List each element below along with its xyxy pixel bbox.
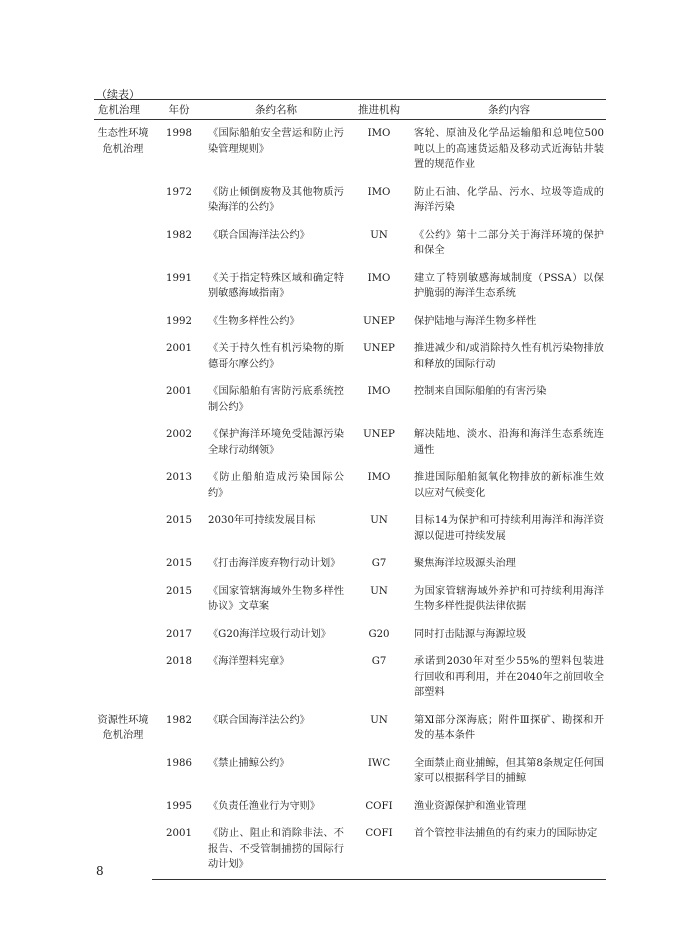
organization-cell: IMO	[367, 128, 391, 139]
treaty-name-cell: 《海洋塑料宪章》	[208, 656, 290, 667]
organization-cell: COFI	[346, 820, 412, 879]
content-cell: 同时打击陆源与海源垃圾	[414, 628, 527, 640]
treaty-name-cell: 《防止船舶造成污染国际公约》	[208, 472, 344, 499]
treaty-name-cell: 《G20海洋垃圾行动计划》	[208, 628, 331, 640]
table-row	[94, 335, 606, 378]
year-cell: 2015	[166, 585, 192, 597]
page-number: 8	[96, 864, 104, 878]
treaty-name-cell: 《联合国海洋法公约》	[208, 714, 310, 726]
year-cell: 1982	[166, 714, 192, 726]
treaty-name-cell: 《保护海洋环境免受陆源污染全球行动纲领》	[208, 429, 344, 456]
treaty-name-cell: 《负责任渔业行为守则》	[208, 800, 321, 812]
organization-cell: IMO	[367, 186, 391, 198]
treaty-name-cell: 《生物多样性公约》	[208, 315, 300, 327]
content-cell: 目标14为保护和可持续利用海洋和海洋资源以促进可持续发展	[414, 515, 604, 542]
header-year: 年份	[152, 100, 206, 120]
table-body	[94, 120, 606, 880]
content-cell: 渔业资源保护和渔业管理	[414, 800, 527, 812]
organization-cell: UN	[370, 585, 388, 597]
treaty-table	[94, 99, 606, 880]
content-cell: 全面禁止商业捕鲸，但其第8条规定任何国家可以根据科学目的捕鲸	[414, 757, 604, 784]
content-cell: 承诺到2030年对至少55%的塑料包装进行回收和再利用，并在2040年之前回收全部塑料	[414, 656, 604, 698]
content-cell: 为国家管辖海域外养护和可持续利用海洋生物多样性提供法律依据	[414, 585, 604, 612]
table-row	[94, 820, 606, 879]
treaty-name-cell: 《打击海洋废弃物行动计划》	[208, 558, 341, 569]
year-cell: 1982	[166, 229, 192, 241]
year-cell: 1992	[166, 315, 192, 327]
year-cell: 2015	[166, 515, 192, 526]
organization-cell: IMO	[367, 472, 391, 483]
organization-cell: G20	[368, 628, 390, 640]
treaty-name-cell: 《联合国海洋法公约》	[208, 229, 310, 241]
year-cell: 2018	[166, 656, 192, 667]
table-row	[94, 464, 606, 507]
organization-cell: UN	[370, 714, 388, 726]
content-cell: 推进减少和/或消除持久性有机污染物排放和释放的国际行动	[414, 343, 604, 370]
year-cell: 2001	[152, 820, 206, 879]
content-cell: 防止石油、化学品、污水、垃圾等造成的海洋污染	[414, 186, 604, 213]
header-content: 条约内容	[412, 100, 606, 120]
table-row	[94, 750, 606, 793]
content-cell: 解决陆地、淡水、沿海和海洋生态系统连通性	[414, 429, 604, 456]
table-row	[94, 578, 606, 621]
table-row	[94, 179, 606, 222]
table-row	[94, 120, 606, 179]
organization-cell: G7	[371, 656, 387, 667]
treaty-name-cell: 《防止、阻止和消除非法、不报告、不受管制捕捞的国际行动计划》	[206, 820, 346, 879]
organization-cell: UNEP	[363, 315, 395, 327]
organization-cell: IMO	[367, 386, 391, 397]
header-name: 条约名称	[206, 100, 346, 120]
organization-cell: UN	[370, 515, 388, 526]
year-cell: 2002	[166, 429, 192, 440]
treaty-name-cell: 2030年可持续发展目标	[208, 515, 316, 526]
treaty-name-cell: 《国家管辖海域外生物多样性协议》文草案	[208, 585, 344, 612]
table-row	[94, 793, 606, 821]
content-cell: 控制来自国际船舶的有害污染	[414, 386, 547, 397]
table-row	[94, 707, 606, 750]
content-cell: 推进国际船舶氮氧化物排放的新标准生效以应对气候变化	[414, 472, 604, 499]
table-row	[94, 507, 606, 550]
content-cell: 保护陆地与海洋生物多样性	[414, 315, 537, 327]
table-row	[94, 421, 606, 464]
table-row	[94, 550, 606, 578]
organization-cell: UN	[370, 229, 388, 241]
treaty-name-cell: 《关于持久性有机污染物的斯德哥尔摩公约》	[208, 343, 344, 370]
treaty-name-cell: 《国际船舶有害防污底系统控制公约》	[208, 386, 344, 413]
content-cell: 建立了特别敏感海域制度（PSSA）以保护脆弱的海洋生态系统	[414, 272, 604, 299]
treaty-name-cell: 《关于指定特殊区域和确定特别敏感海域指南》	[208, 272, 344, 299]
content-cell: 第Ⅺ部分深海底；附件Ⅲ探矿、勘探和开发的基本条件	[414, 714, 604, 741]
year-cell: 1995	[166, 800, 192, 812]
table-row	[94, 378, 606, 421]
year-cell: 1986	[166, 757, 192, 769]
category-cell: 资源性环境危机治理	[97, 714, 149, 741]
content-cell: 聚焦海洋垃圾源头治理	[414, 558, 516, 569]
organization-cell: IMO	[367, 272, 391, 284]
table-row	[94, 648, 606, 707]
organization-cell: G7	[371, 558, 387, 569]
organization-cell: COFI	[365, 800, 393, 812]
year-cell: 2001	[166, 343, 192, 354]
year-cell: 2015	[166, 558, 192, 569]
header-category: 危机治理	[94, 100, 152, 120]
year-cell: 2001	[166, 386, 192, 397]
year-cell: 1972	[166, 186, 192, 198]
table-row	[94, 222, 606, 265]
organization-cell: IWC	[367, 757, 391, 769]
year-cell: 2017	[166, 628, 192, 640]
table-header-row	[94, 100, 606, 120]
table-row	[94, 265, 606, 308]
continuation-label: （续表）	[96, 88, 140, 101]
table-row	[94, 308, 606, 336]
organization-cell: UNEP	[363, 343, 395, 354]
table-row	[94, 621, 606, 649]
content-cell: 客轮、原油及化学品运输船和总吨位500吨以上的高速货运船及移动式近海钻井装置的规范作业	[414, 128, 604, 170]
organization-cell: UNEP	[363, 429, 395, 440]
header-organization: 推进机构	[346, 100, 412, 120]
year-cell: 2013	[166, 472, 192, 483]
treaty-name-cell: 《防止倾倒废物及其他物质污染海洋的公约》	[208, 186, 344, 213]
content-cell: 首个管控非法捕鱼的有约束力的国际协定	[412, 820, 606, 879]
content-cell: 《公约》第十二部分关于海洋环境的保护和保全	[414, 229, 604, 256]
treaty-name-cell: 《禁止捕鲸公约》	[208, 757, 290, 769]
treaty-name-cell: 《国际船舶安全营运和防止污染管理规则》	[208, 128, 344, 155]
category-cell: 生态性环境危机治理	[97, 128, 149, 155]
year-cell: 1998	[166, 128, 192, 139]
year-cell: 1991	[166, 272, 192, 284]
